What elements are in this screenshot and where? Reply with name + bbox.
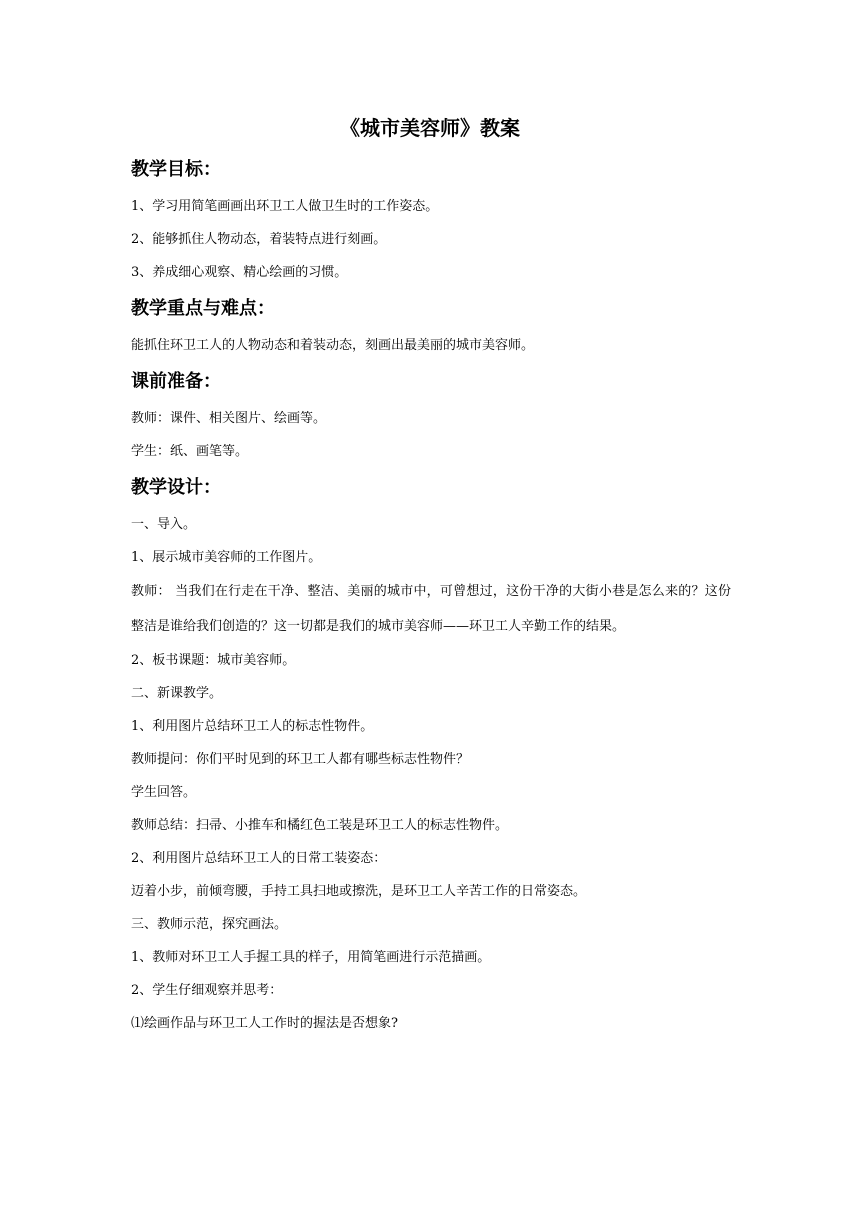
section-key-points (131, 295, 731, 362)
paragraph: 学生：纸、画笔等。 (131, 444, 249, 459)
section-preparation (131, 368, 731, 468)
paragraph: 迈着小步，前倾弯腰，手持工具扫地或擦洗，是环卫工人辛苦工作的日常姿态。 (131, 884, 587, 899)
paragraph: ⑴绘画作品与环卫工人工作时的握法是否想象? (131, 1016, 398, 1031)
paragraph: 学生回答。 (131, 785, 197, 800)
section-teaching-design (131, 474, 731, 1040)
paragraph: 1、展示城市美容师的工作图片。 (131, 550, 322, 565)
document-title: 《城市美容师》教案 (340, 116, 520, 140)
paragraph: 2、学生仔细观察并思考： (131, 983, 283, 998)
paragraph: 1、教师对环卫工人手握工具的样子，用简笔画进行示范描画。 (131, 950, 491, 965)
document-body (131, 156, 731, 1040)
paragraph: 教师总结：扫帚、小推车和橘红色工装是环卫工人的标志性物件。 (131, 818, 509, 833)
paragraph: 教师：课件、相关图片、绘画等。 (131, 411, 327, 426)
section-teaching-objectives (131, 156, 731, 289)
paragraph: 教师提问：你们平时见到的环卫工人都有哪些标志性物件？ (131, 752, 470, 767)
paragraph: 1、学习用简笔画画出环卫工人做卫生时的工作姿态。 (131, 199, 439, 214)
section-heading: 课前准备： (131, 371, 221, 392)
section-heading: 教学目标： (131, 159, 221, 180)
paragraph: 2、利用图片总结环卫工人的日常工装姿态： (131, 851, 387, 866)
section-heading: 教学重点与难点： (131, 298, 275, 319)
paragraph: 1、利用图片总结环卫工人的标志性物件。 (131, 719, 374, 734)
paragraph: 3、养成细心观察、精心绘画的习惯。 (131, 265, 348, 280)
paragraph: 二、新课教学。 (131, 686, 223, 701)
paragraph: 三、教师示范，探究画法。 (131, 917, 288, 932)
paragraph: 能抓住环卫工人的人物动态和着装动态，刻画出最美丽的城市美容师。 (131, 338, 535, 353)
paragraph: 2、能够抓住人物动态，着装特点进行刻画。 (131, 232, 387, 247)
paragraph: 2、板书课题：城市美容师。 (131, 653, 296, 668)
section-heading: 教学设计： (131, 477, 221, 498)
paragraph: 一、导入。 (131, 517, 197, 532)
paragraph: 教师： 当我们在行走在干净、整洁、美丽的城市中，可曾想过，这份干净的大街小巷是怎么来的？这份整洁是谁给我们创造的？这一切都是我们的城市美容师——环卫工人辛勤工作的结果。 (131, 584, 731, 634)
